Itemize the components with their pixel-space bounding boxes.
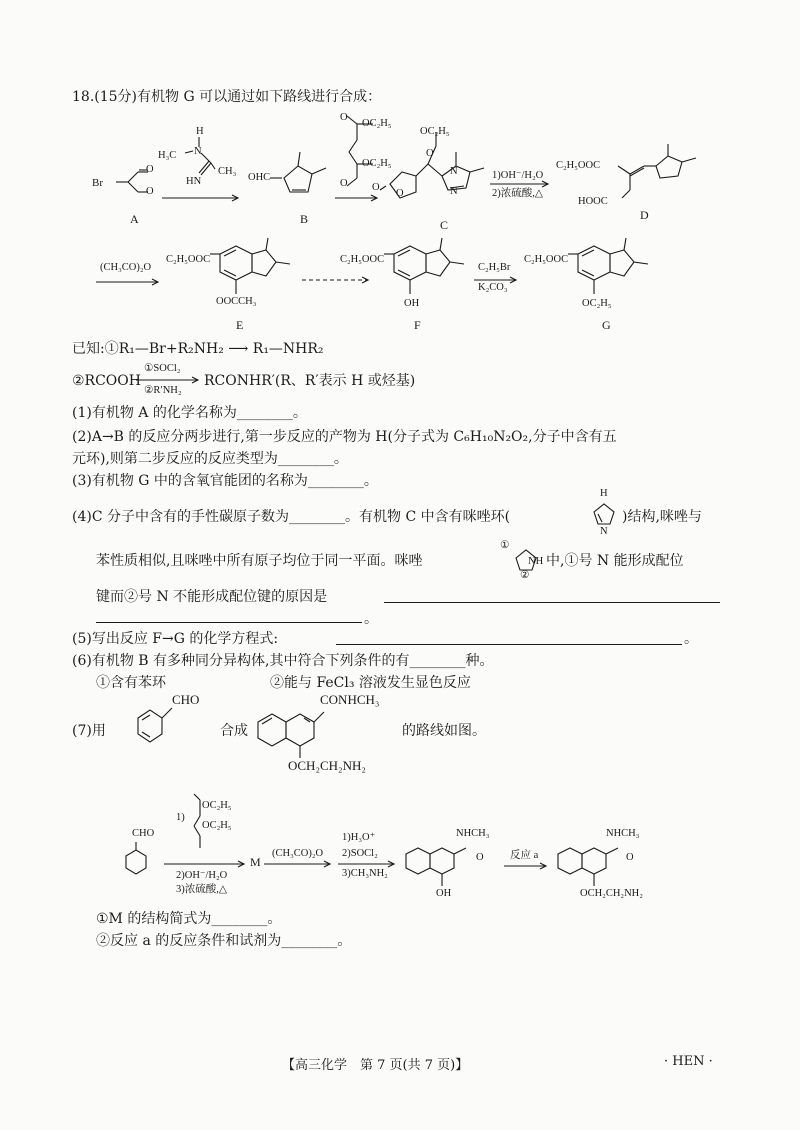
arrow-de — [96, 278, 162, 286]
cond-cd-2: 2)浓硫酸,△ — [492, 188, 543, 199]
label-c: C — [440, 218, 449, 232]
q4a-part2: )结构,咪唑与 — [622, 509, 702, 525]
q4c: 键而②号 N 不能形成配位键的原因是 — [96, 589, 328, 605]
q4b-part1: 苯性质相似,且咪唑中所有原子均位于同一平面。咪唑 — [96, 553, 423, 569]
q5: (5)写出反应 F→G 的化学方程式: — [72, 631, 279, 647]
molecule-b — [270, 148, 340, 208]
arrow-bc — [335, 194, 381, 202]
route-benzaldehyde — [120, 840, 160, 880]
q3: (3)有机物 G 中的含氧官能团的名称为________。 — [72, 473, 378, 489]
arrow-ef — [302, 276, 372, 284]
label-g: G — [602, 318, 611, 332]
q1: (1)有机物 A 的化学名称为________。 — [72, 405, 307, 421]
q4-answer-line-2[interactable] — [96, 622, 362, 623]
arrow-ab — [162, 194, 242, 202]
route-arrow-1 — [164, 860, 248, 868]
label-a: A — [130, 212, 139, 226]
label-b: B — [300, 212, 309, 226]
known-line2-left: ②RCOOH — [72, 373, 141, 389]
q2a: (2)A→B 的反应分两步进行,第一步反应的产物为 H(分子式为 C₆H₁₀N₂O₂,分子中含有五 — [72, 429, 617, 445]
q7-sub1: ①M 的结构简式为________。 — [96, 911, 282, 927]
label-d: D — [640, 208, 649, 222]
known-line1: 已知:①R₁—Br+R₂NH₂ ⟶ R₁—NHR₂ — [72, 341, 324, 357]
q6-cond2: ②能与 FeCl₃ 溶液发生显色反应 — [270, 675, 471, 691]
label-e: E — [236, 318, 244, 332]
q5-answer-line[interactable] — [336, 644, 682, 645]
molecule-f — [384, 238, 474, 308]
cond-cd-1: 1)OH⁻/H₂O — [492, 170, 544, 181]
footer-code: · HEN · — [664, 1054, 713, 1069]
q7-post: 的路线如图。 — [402, 723, 486, 739]
route-arrow-4 — [504, 862, 550, 870]
q4-answer-line-1[interactable] — [384, 602, 720, 603]
q4b-part2: 中,①号 N 能形成配位 — [546, 553, 684, 569]
q7-pre: (7)用 — [72, 723, 106, 739]
q6-cond1: ①含有苯环 — [96, 675, 166, 691]
label-f: F — [414, 318, 421, 332]
arrow-cd — [490, 180, 552, 188]
known-arrow — [136, 376, 202, 384]
molecule-d — [604, 136, 704, 216]
footer-page: 【高三化学 第 7 页(共 7 页)】 — [282, 1058, 469, 1073]
route-m: M — [250, 855, 261, 869]
route-arrow-3 — [338, 860, 398, 868]
known-line2-right: RCONHR′(R、R′表示 H 或烃基) — [204, 373, 416, 389]
q7-mid: 合成 — [220, 723, 248, 739]
a-br: Br — [92, 177, 103, 189]
reagent-ab-lines — [175, 135, 235, 185]
b-ohc: OHC — [248, 172, 271, 183]
target-naphthalene-structure — [252, 700, 342, 764]
arrow-fg — [474, 276, 520, 284]
q2b: 元环),则第二步反应的反应类型为________。 — [72, 451, 348, 467]
q6: (6)有机物 B 有多种同分异构体,其中符合下列条件的有________种。 — [72, 653, 494, 669]
q4a-part1: (4)C 分子中含有的手性碳原子数为________。有机物 C 中含有咪唑环( — [72, 509, 511, 525]
question-header: 18.(15分)有机物 G 可以通过如下路线进行合成： — [72, 89, 382, 105]
route-arrow-2 — [264, 860, 334, 868]
q7-sub2: ②反应 a 的反应条件和试剂为________。 — [96, 933, 352, 949]
e-reagent: (CH₃CO)₂O — [100, 262, 152, 273]
molecule-a — [108, 160, 168, 205]
